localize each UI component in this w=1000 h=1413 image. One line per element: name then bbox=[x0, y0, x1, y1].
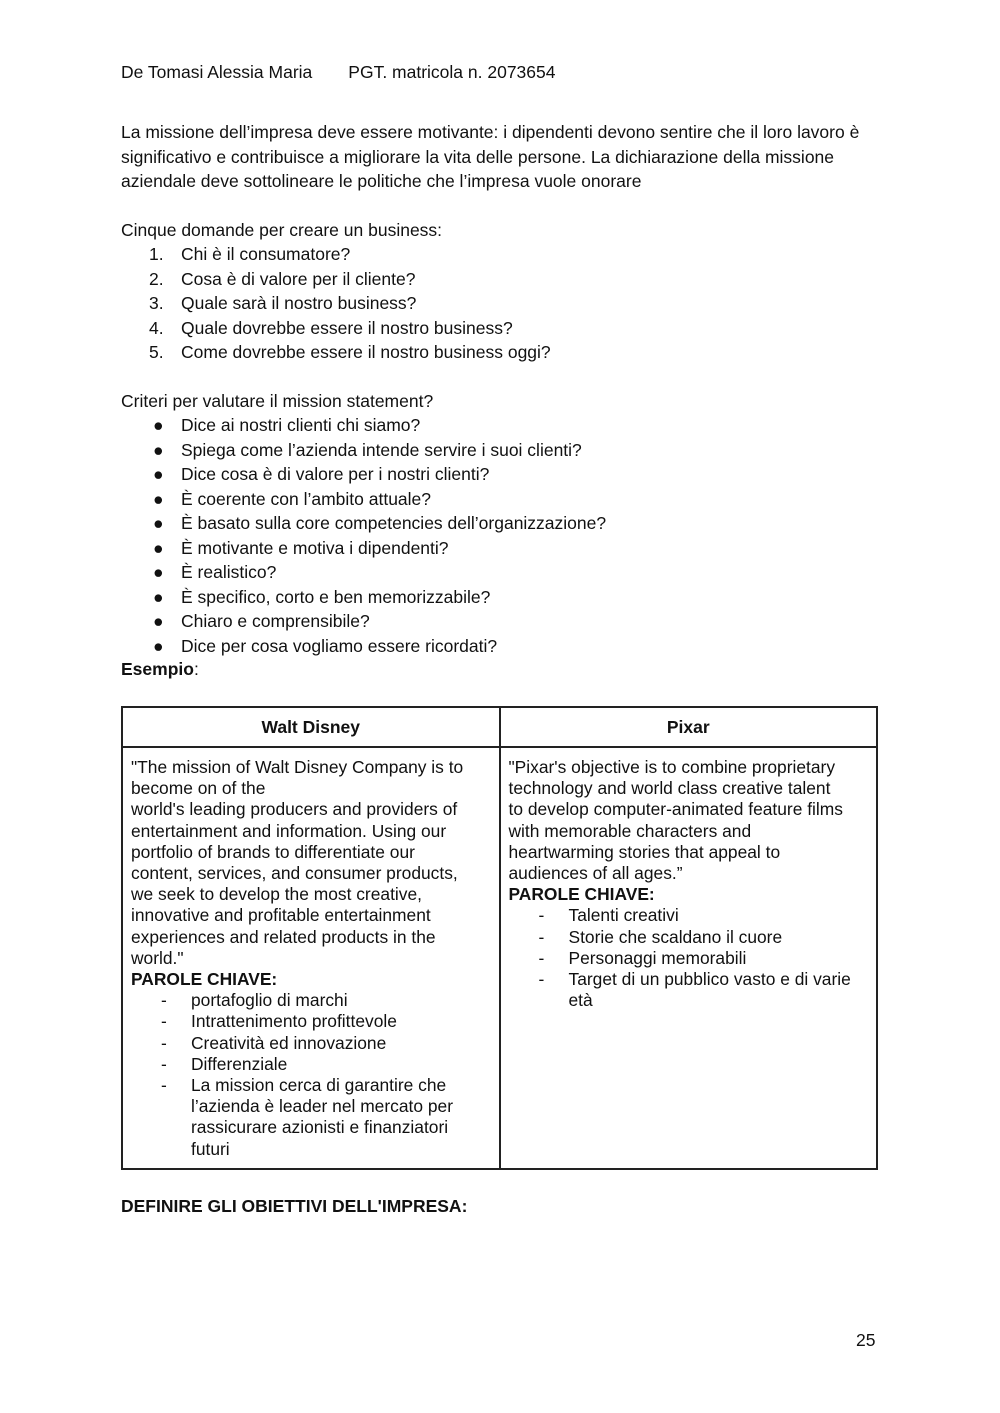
list-item-text: Storie che scaldano il cuore bbox=[568, 926, 783, 947]
list-item bbox=[131, 1054, 491, 1075]
page-header bbox=[121, 61, 555, 83]
dash-icon: - bbox=[161, 1011, 167, 1032]
bullet-icon: ● bbox=[153, 611, 164, 631]
keywords-title: PAROLE CHIAVE: bbox=[131, 969, 278, 990]
dash-icon: - bbox=[538, 969, 545, 990]
list-item-text: Intrattenimento profittevole bbox=[191, 1011, 397, 1032]
keywords-title: PAROLE CHIAVE: bbox=[508, 884, 655, 905]
dash-icon: - bbox=[161, 1075, 167, 1096]
bullet-icon: ● bbox=[153, 562, 164, 582]
list-item bbox=[121, 438, 881, 463]
mission-comparison-table bbox=[121, 706, 878, 1170]
quote-line: "The mission of Walt Disney Company is to bbox=[131, 757, 464, 777]
quote-line: world's leading producers and providers of bbox=[131, 799, 458, 820]
walt-disney-keywords bbox=[131, 990, 491, 1160]
list-item-text: Differenziale bbox=[191, 1053, 288, 1074]
questions-title: Cinque domande per creare un business: bbox=[121, 220, 443, 240]
list-item bbox=[121, 585, 881, 610]
list-item bbox=[131, 990, 491, 1011]
quote-line: content, services, and consumer products, bbox=[131, 863, 458, 884]
list-item-text: portafoglio di marchi bbox=[191, 990, 348, 1011]
quote-line: heartwarming stories that appeal to bbox=[508, 841, 781, 862]
header-student-id: PGT. matricola n. 2073654 bbox=[348, 62, 556, 82]
list-item-text: Personaggi memorabili bbox=[568, 947, 747, 968]
example-label-text: Esempio bbox=[121, 659, 194, 679]
list-item bbox=[121, 291, 881, 316]
list-item-text: Cosa è di valore per il cliente? bbox=[181, 268, 416, 289]
list-item bbox=[121, 267, 881, 292]
dash-icon: - bbox=[538, 947, 545, 968]
quote-line: entertainment and information. Using our bbox=[131, 820, 447, 841]
header-author: De Tomasi Alessia Maria bbox=[121, 62, 313, 82]
quote-line: world." bbox=[131, 947, 184, 968]
list-item-text: Talenti creativi bbox=[568, 905, 679, 926]
bullet-icon: ● bbox=[153, 439, 164, 460]
intro-paragraph: La missione dell’impresa deve essere motivante: i dipendenti devono sentire che il loro lavoro è significativo e contribuisce a migliorare la vita delle persone. La dichiarazione della missione aziendale deve sottolineare le politiche che l’impresa vuole onorare bbox=[121, 122, 860, 192]
bullet-icon: ● bbox=[153, 513, 164, 533]
bullet-icon: ● bbox=[153, 464, 164, 484]
quote-line: we seek to develop the most creative, bbox=[131, 884, 422, 905]
list-item bbox=[121, 316, 881, 341]
list-item-text: Quale dovrebbe essere il nostro business? bbox=[181, 317, 513, 338]
list-item-text: Target di un pubblico vasto e di varie età bbox=[568, 969, 851, 1011]
dash-icon: - bbox=[161, 1032, 167, 1053]
bullet-icon: ● bbox=[153, 415, 164, 435]
quote-line: technology and world class creative talent bbox=[508, 778, 831, 799]
criteria-list bbox=[121, 413, 881, 658]
section-heading: DEFINIRE GLI OBIETTIVI DELL'IMPRESA: bbox=[121, 1196, 468, 1216]
list-item bbox=[121, 413, 881, 438]
dash-icon: - bbox=[161, 990, 167, 1011]
list-item-text: È specifico, corto e ben memorizzabile? bbox=[181, 586, 491, 607]
dash-icon: - bbox=[538, 905, 545, 926]
list-item bbox=[509, 905, 869, 926]
list-item bbox=[509, 927, 869, 948]
dash-icon: - bbox=[538, 926, 545, 947]
example-colon: : bbox=[193, 659, 199, 679]
quote-line: "Pixar's objective is to combine proprietary bbox=[508, 757, 836, 777]
list-number: 4. bbox=[149, 317, 164, 338]
pixar-cell bbox=[500, 747, 878, 1169]
bullet-icon: ● bbox=[153, 537, 164, 558]
quote-line: become on of the bbox=[131, 778, 266, 799]
list-item bbox=[121, 609, 881, 634]
list-item-text: È motivante e motiva i dipendenti? bbox=[181, 537, 449, 558]
quote-line: audiences of all ages.” bbox=[508, 863, 683, 884]
list-item bbox=[121, 511, 881, 536]
list-item bbox=[509, 948, 869, 969]
list-item-text: La mission cerca di garantire che l’azienda è leader nel mercato per rassicurare azionisti e finanziatori futuri bbox=[191, 1075, 453, 1159]
pixar-keywords bbox=[509, 905, 869, 1011]
list-item bbox=[131, 1075, 491, 1160]
list-item-text: Dice per cosa vogliamo essere ricordati? bbox=[181, 635, 498, 656]
bullet-icon: ● bbox=[153, 488, 164, 509]
list-item bbox=[121, 560, 881, 585]
quote-line: with memorable characters and bbox=[508, 820, 752, 841]
list-item bbox=[121, 634, 881, 659]
list-item-text: Chi è il consumatore? bbox=[181, 244, 351, 264]
table-header-row bbox=[122, 707, 877, 747]
list-item-text: Spiega come l’azienda intende servire i suoi clienti? bbox=[181, 439, 582, 460]
dash-icon: - bbox=[161, 1053, 167, 1074]
list-item bbox=[131, 1033, 491, 1054]
list-item bbox=[121, 536, 881, 561]
list-item-text: È realistico? bbox=[181, 562, 277, 582]
list-item bbox=[121, 242, 881, 267]
quote-line: experiences and related products in the bbox=[131, 926, 436, 947]
page-number: 25 bbox=[856, 1330, 876, 1350]
list-item bbox=[131, 1011, 491, 1032]
pixar-quote bbox=[509, 757, 869, 884]
bullet-icon: ● bbox=[153, 586, 164, 607]
questions-list bbox=[121, 242, 881, 365]
criteria-title: Criteri per valutare il mission statement? bbox=[121, 391, 434, 411]
list-item-text: Dice cosa è di valore per i nostri clienti? bbox=[181, 464, 490, 484]
list-item-text: Quale sarà il nostro business? bbox=[181, 293, 417, 313]
example-label bbox=[121, 657, 199, 681]
list-item-text: È basato sulla core competencies dell’organizzazione? bbox=[181, 513, 607, 533]
quote-line: to develop computer-animated feature films bbox=[508, 799, 843, 820]
bullet-icon: ● bbox=[153, 635, 164, 656]
list-number: 1. bbox=[149, 244, 164, 264]
column-header-pixar: Pixar bbox=[500, 707, 878, 747]
table-row bbox=[122, 747, 877, 1169]
quote-line: innovative and profitable entertainment bbox=[131, 905, 431, 926]
walt-disney-cell bbox=[122, 747, 500, 1169]
list-item-text: Come dovrebbe essere il nostro business oggi? bbox=[181, 342, 551, 362]
list-item-text: Dice ai nostri clienti chi siamo? bbox=[181, 415, 421, 435]
column-header-walt-disney: Walt Disney bbox=[122, 707, 500, 747]
list-item bbox=[121, 487, 881, 512]
list-number: 5. bbox=[149, 342, 164, 362]
list-item-text: È coerente con l’ambito attuale? bbox=[181, 488, 432, 509]
list-item bbox=[509, 969, 869, 1011]
list-item bbox=[121, 462, 881, 487]
list-number: 2. bbox=[149, 268, 164, 289]
list-number: 3. bbox=[149, 293, 164, 313]
list-item-text: Creatività ed innovazione bbox=[191, 1032, 387, 1053]
walt-disney-quote bbox=[131, 757, 491, 969]
list-item-text: Chiaro e comprensibile? bbox=[181, 611, 370, 631]
quote-line: portfolio of brands to differentiate our bbox=[131, 841, 415, 862]
list-item bbox=[121, 340, 881, 365]
